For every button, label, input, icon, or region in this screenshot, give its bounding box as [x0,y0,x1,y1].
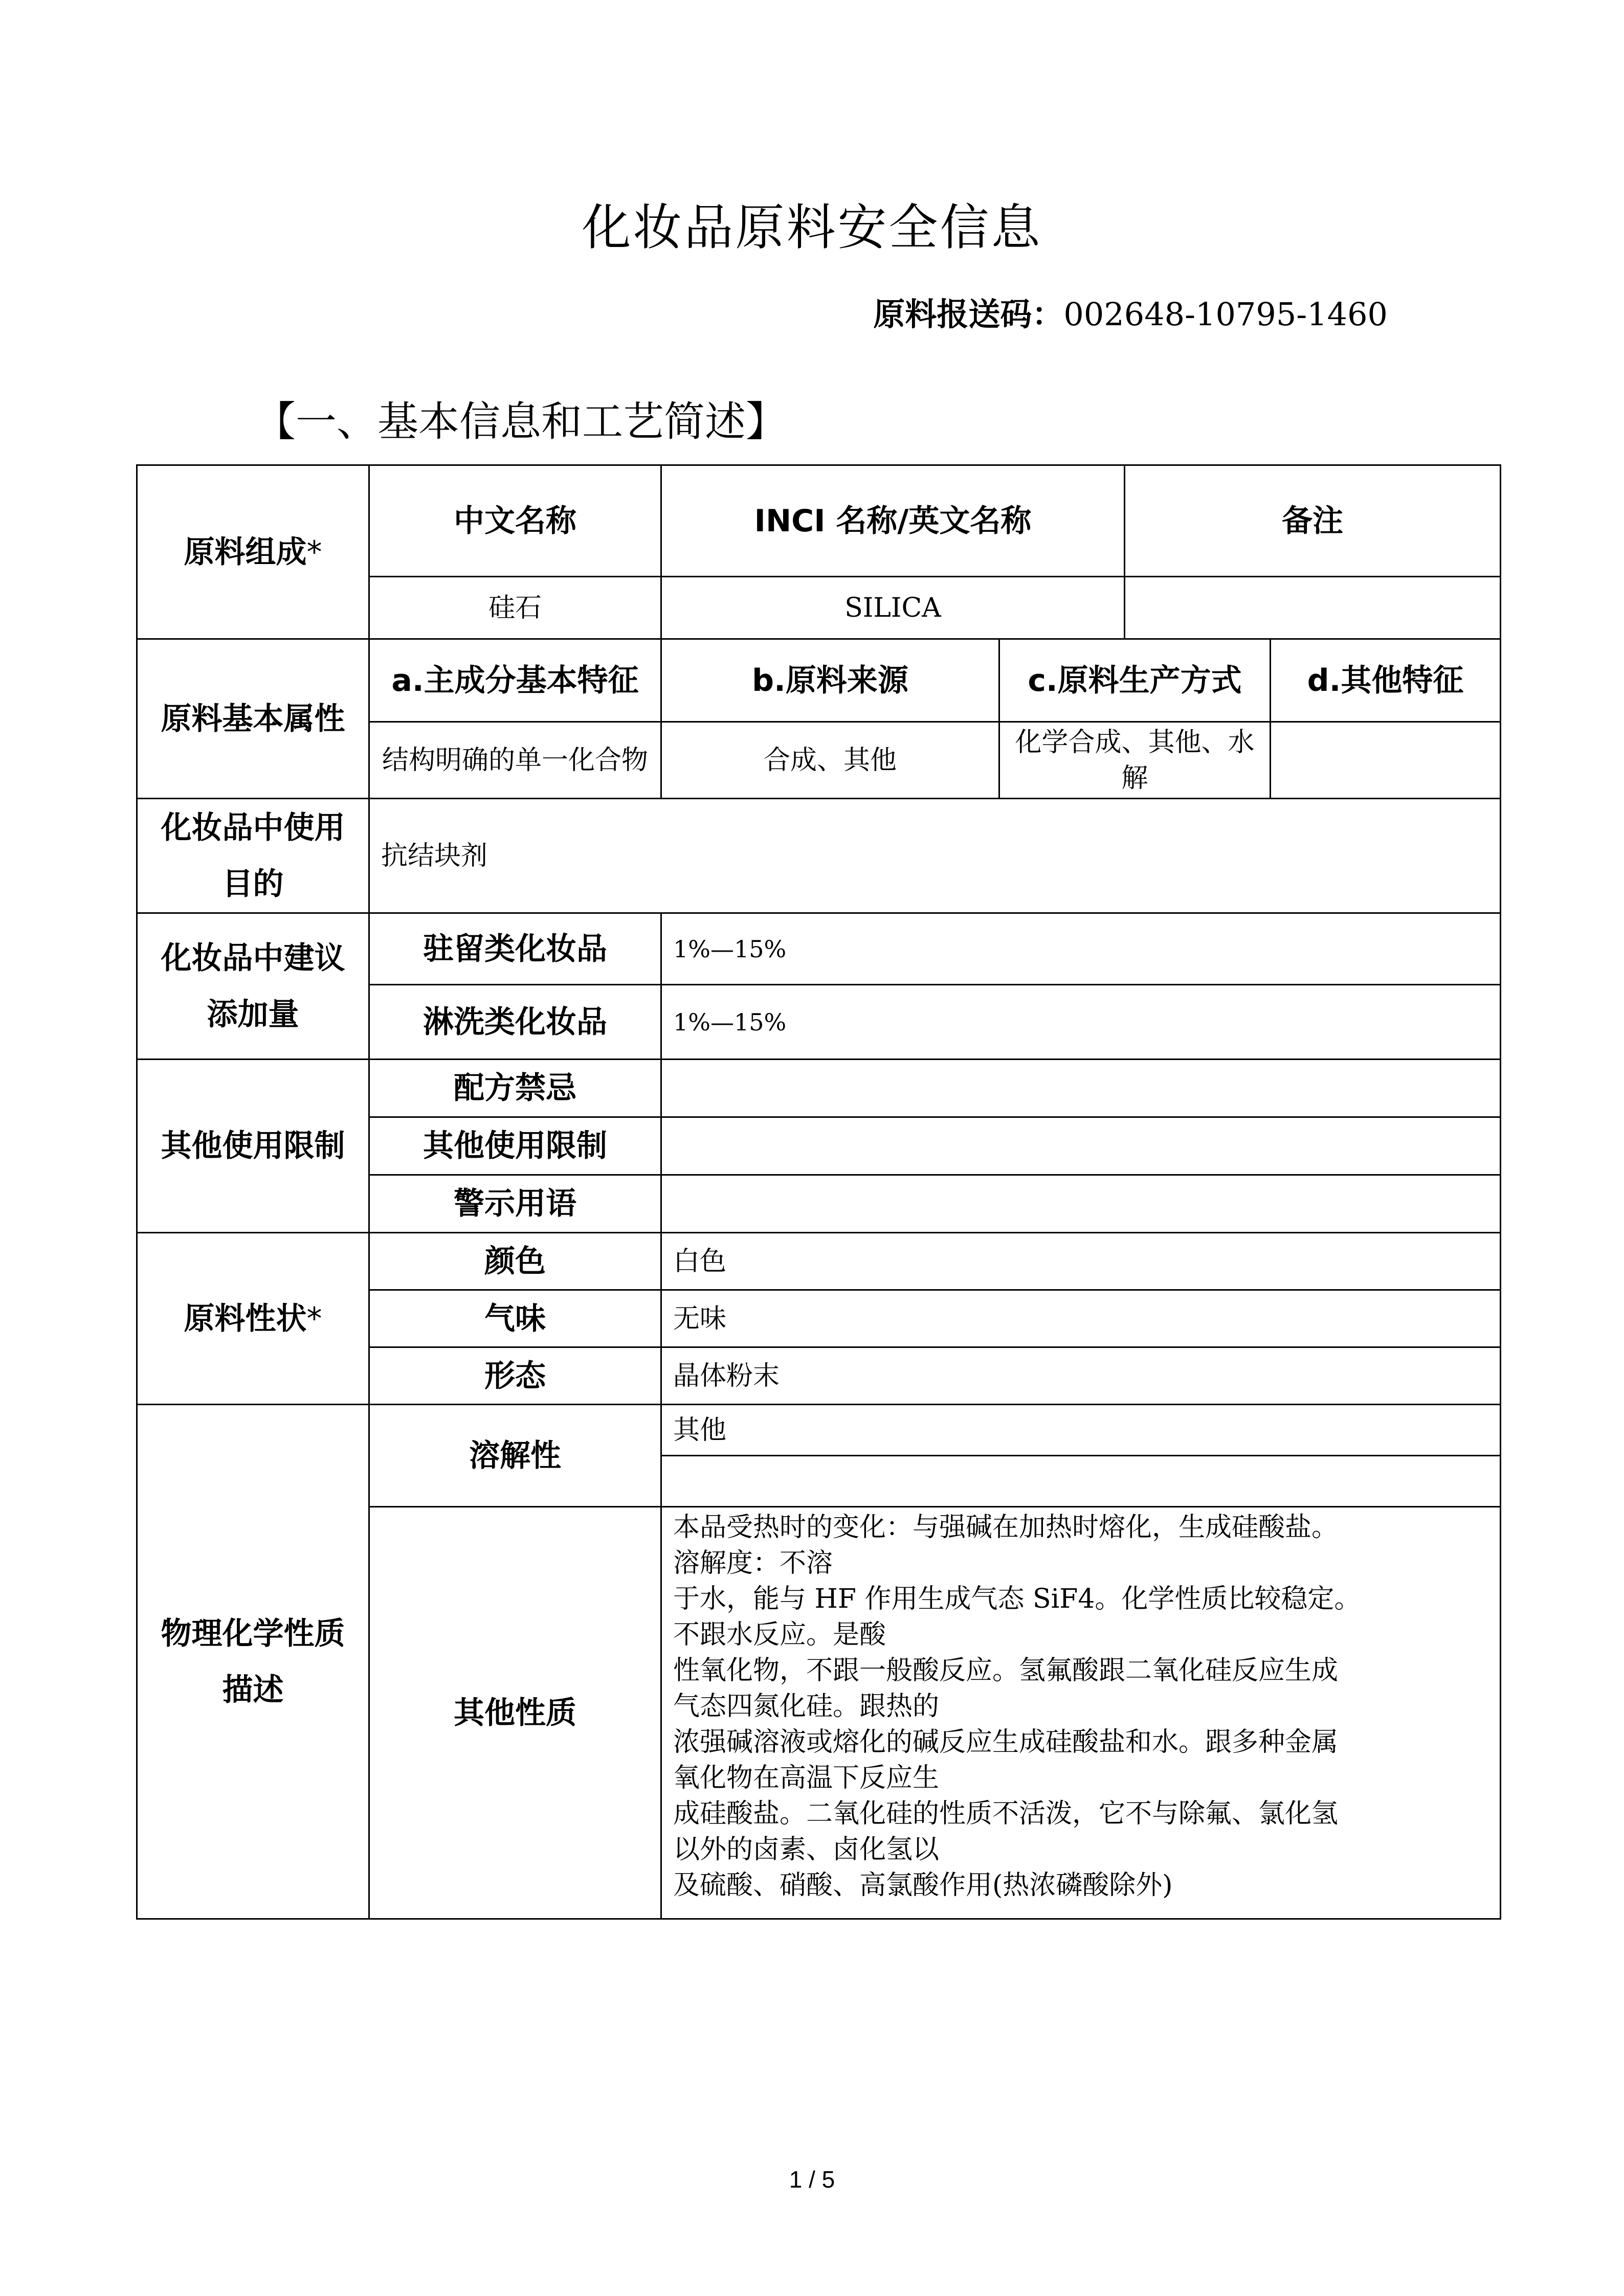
warnings-value [661,1175,1501,1233]
recommended-amount-label: 化妆品中建议添加量 [137,913,369,1060]
physicochemical-label: 物理化学性质描述 [137,1405,369,1919]
leave-on-label: 驻留类化妆品 [369,913,661,985]
production-method-header: c.原料生产方式 [999,639,1271,722]
page-title: 化妆品原料安全信息 [582,199,1042,256]
warnings-label: 警示用语 [369,1175,661,1233]
source-header: b.原料来源 [661,639,999,722]
color-label: 颜色 [369,1233,661,1290]
color-value: 白色 [661,1233,1501,1290]
section-heading: 【一、基本信息和工艺简述】 [255,398,787,445]
property-line: 性氧化物，不跟一般酸反应。氢氟酸跟二氧化硅反应生成 [673,1655,1339,1686]
usage-purpose-row [137,799,1501,913]
formula-taboo-value [661,1060,1501,1117]
solubility-row [137,1405,1501,1456]
property-line: 浓强碱溶液或熔化的碱反应生成硅酸盐和水。跟多种金属 [673,1727,1339,1758]
property-line: 氧化物在高温下反应生 [673,1763,940,1793]
composition-label: 原料组成* [137,465,369,639]
formula-taboo-row [137,1060,1501,1117]
chinese-name-header: 中文名称 [369,465,661,577]
formula-taboo-label: 配方禁忌 [369,1060,661,1117]
other-restrictions-label: 其他使用限制 [137,1060,369,1233]
basic-attributes-label: 原料基本属性 [137,639,369,799]
leave-on-row [137,913,1501,985]
property-line: 不跟水反应。是酸 [673,1619,886,1650]
property-line: 及硫酸、硝酸、高氯酸作用(热浓磷酸除外) [673,1870,1173,1901]
basic-attributes-header-row [137,639,1501,722]
inci-name-value: SILICA [661,577,1125,639]
rinse-off-label: 淋洗类化妆品 [369,985,661,1060]
odor-value: 无味 [661,1290,1501,1347]
main-component-header: a.主成分基本特征 [369,639,661,722]
property-line: 成硅酸盐。二氧化硅的性质不活泼，它不与除氟、氯化氢 [673,1798,1339,1829]
leave-on-value: 1%—15% [661,913,1501,985]
page-number: 1 / 5 [789,2166,835,2193]
odor-label: 气味 [369,1290,661,1347]
solubility-value: 其他 [661,1405,1501,1456]
other-features-header: d.其他特征 [1271,639,1501,722]
other-limits-value [661,1117,1501,1175]
composition-header-row [137,465,1501,577]
other-properties-label: 其他性质 [369,1507,661,1919]
solubility-label: 溶解性 [369,1405,661,1507]
ingredient-info-table [136,464,1501,1920]
appearance-label: 原料性状* [137,1233,369,1405]
solubility-extra-value [661,1456,1501,1507]
property-line: 本品受热时的变化：与强碱在加热时熔化，生成硅酸盐。 [673,1512,1339,1543]
report-code [873,294,1388,335]
property-line: 于水，能与 HF 作用生成气态 SiF4。化学性质比较稳定。 [673,1584,1361,1614]
other-limits-label: 其他使用限制 [369,1117,661,1175]
property-line: 溶解度：不溶 [673,1548,833,1579]
form-value: 晶体粉末 [661,1347,1501,1405]
usage-purpose-label: 化妆品中使用目的 [137,799,369,913]
chinese-name-value: 硅石 [369,577,661,639]
remarks-header: 备注 [1125,465,1501,577]
inci-name-header: INCI 名称/英文名称 [661,465,1125,577]
source-value: 合成、其他 [661,722,999,799]
report-code-label: 原料报送码： [873,296,1064,333]
form-label: 形态 [369,1347,661,1405]
color-row [137,1233,1501,1290]
report-code-value: 002648-10795-1460 [1063,296,1388,333]
other-properties-value [661,1507,1501,1919]
property-line: 气态四氮化硅。跟热的 [673,1691,940,1722]
main-component-value: 结构明确的单一化合物 [369,722,661,799]
usage-purpose-value: 抗结块剂 [369,799,1501,913]
remarks-value [1125,577,1501,639]
rinse-off-value: 1%—15% [661,985,1501,1060]
production-method-value: 化学合成、其他、水解 [999,722,1271,799]
property-line: 以外的卤素、卤化氢以 [673,1834,940,1865]
other-features-value [1271,722,1501,799]
